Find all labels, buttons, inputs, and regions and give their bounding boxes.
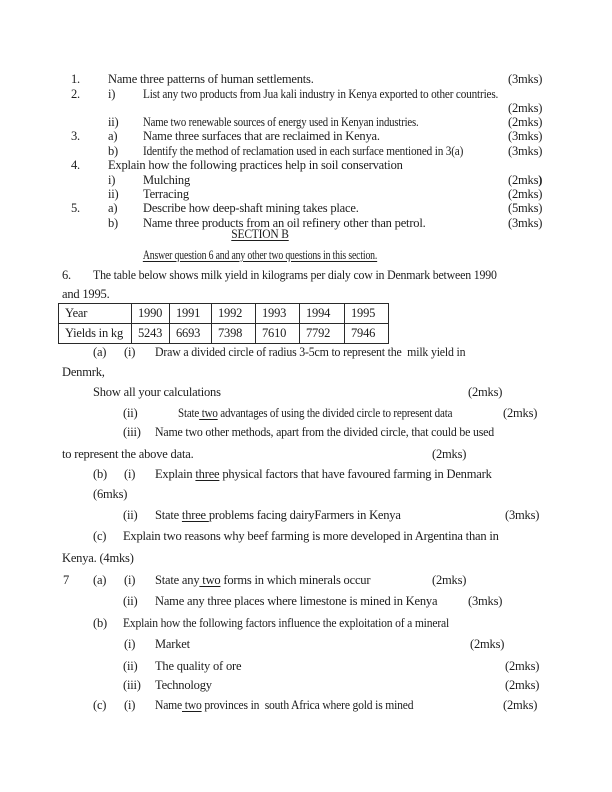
question-number: 7: [63, 573, 70, 587]
question-text: Explain three physical factors that have favoured farming in Denmark: [155, 467, 492, 481]
marks-label: (2mks): [432, 447, 467, 461]
question-text: State two advantages of using the divided circle to represent data: [178, 406, 453, 420]
table-cell: 7792: [300, 324, 345, 344]
question-text: Kenya. (4mks): [62, 551, 134, 565]
item-label: a): [108, 201, 118, 215]
item-label: ii): [108, 187, 119, 201]
question-number: 5.: [71, 201, 80, 215]
exam-line: [0, 617, 612, 631]
item-label: (a): [93, 573, 107, 587]
item-label: (c): [93, 529, 107, 543]
exam-line: [0, 102, 612, 116]
exam-line: [0, 530, 612, 544]
exam-line: [0, 88, 612, 102]
question-number: 2.: [71, 87, 80, 101]
question-number: 6.: [62, 268, 71, 282]
item-label: (ii): [123, 594, 138, 608]
question-text: Name three patterns of human settlements.: [108, 72, 314, 86]
exam-line: [0, 73, 612, 87]
exam-line: [0, 552, 612, 566]
question-text: to represent the above data.: [62, 447, 194, 461]
marks-label: (2mks): [503, 406, 538, 420]
question-text: Identify the method of reclamation used in each surface mentioned in 3(a): [143, 144, 464, 158]
exam-line: [0, 574, 612, 588]
item-label: (i): [124, 467, 136, 481]
question-text: Draw a divided circle of radius 3-5cm to represent the milk yield in: [155, 345, 466, 359]
question-number: 3.: [71, 129, 80, 143]
exam-line: [0, 366, 612, 380]
question-text: Describe how deep-shaft mining takes place.: [143, 201, 359, 215]
marks-label: (2mks): [508, 173, 543, 187]
item-label: a): [108, 129, 118, 143]
item-label: (i): [124, 573, 136, 587]
table-cell: Year: [59, 304, 132, 324]
marks-label: (2mks): [508, 187, 543, 201]
question-text: The table below shows milk yield in kilograms per dialy cow in Denmark between 1990: [93, 268, 497, 282]
exam-line: [0, 159, 612, 173]
question-text: Name two provinces in south Africa where gold is mined: [155, 698, 414, 712]
section-heading: [0, 228, 612, 242]
question-text: Denmrk,: [62, 365, 105, 379]
question-text: State three problems facing dairyFarmers in Kenya: [155, 508, 401, 522]
table-cell: 1993: [256, 304, 300, 324]
exam-line: [0, 269, 612, 283]
section-title: SECTION B: [231, 227, 289, 241]
question-text: Explain how the following factors influence the exploitation of a mineral: [123, 616, 450, 630]
question-text: and 1995.: [62, 287, 110, 301]
marks-label: (2mks): [505, 659, 540, 673]
marks-label: (2mks): [505, 678, 540, 692]
item-label: (b): [93, 467, 107, 481]
exam-line: [0, 202, 612, 216]
exam-line: [0, 174, 612, 188]
table-cell: 1995: [345, 304, 389, 324]
exam-line: [0, 448, 612, 462]
table-cell: 7398: [212, 324, 256, 344]
item-label: (ii): [123, 406, 138, 420]
question-text: Name two other methods, apart from the divided circle, that could be used: [155, 425, 494, 439]
question-text: List any two products from Jua kali industry in Kenya exported to other countries.: [143, 87, 499, 101]
marks-label: (5mks): [508, 201, 543, 215]
exam-line: [0, 638, 612, 652]
table-cell: Yields in kg: [59, 324, 132, 344]
item-label: (c): [93, 698, 107, 712]
item-label: (i): [124, 345, 136, 359]
marks-label: (2mks): [503, 698, 538, 712]
table-cell: 1991: [170, 304, 212, 324]
question-number: 4.: [71, 158, 80, 172]
question-text: Market: [155, 637, 190, 651]
question-text: Name two renewable sources of energy used in Kenyan industries.: [143, 115, 419, 129]
item-label: ii): [108, 115, 119, 129]
item-label: i): [108, 87, 116, 101]
item-label: (ii): [123, 659, 138, 673]
exam-line: [0, 426, 612, 440]
table-cell: 6693: [170, 324, 212, 344]
table-cell: 7946: [345, 324, 389, 344]
question-text: Terracing: [143, 187, 189, 201]
item-label: i): [108, 173, 116, 187]
marks-label: (3mks): [468, 594, 503, 608]
exam-line: [0, 116, 612, 130]
item-label: (ii): [123, 508, 138, 522]
marks-label: (3mks): [508, 144, 543, 158]
exam-line: [0, 145, 612, 159]
exam-line: [0, 595, 612, 609]
table-cell: 1990: [132, 304, 170, 324]
exam-line: [0, 488, 612, 502]
question-text: Technology: [155, 678, 212, 692]
marks-label: (2mks): [470, 637, 505, 651]
marks-label: (2mks): [468, 385, 503, 399]
question-text: Show all your calculations: [93, 385, 221, 399]
table-cell: 1992: [212, 304, 256, 324]
table-row: [59, 324, 389, 344]
item-label: (iii): [123, 425, 141, 439]
instruction-line: [0, 249, 612, 263]
marks-label: (2mks): [508, 115, 543, 129]
exam-line: [0, 288, 612, 302]
question-number: 1.: [71, 72, 80, 86]
exam-line: [0, 188, 612, 202]
question-text: Explain how the following practices help in soil conservation: [108, 158, 403, 172]
item-label: (b): [93, 616, 107, 630]
table-cell: 7610: [256, 324, 300, 344]
marks-label: (2mks): [432, 573, 467, 587]
question-text: State any two forms in which minerals occur: [155, 573, 371, 587]
exam-line: [0, 346, 612, 360]
item-label: b): [108, 144, 119, 158]
item-label: (iii): [123, 678, 141, 692]
item-label: (i): [124, 637, 136, 651]
exam-line: [0, 407, 612, 421]
exam-line: [0, 660, 612, 674]
marks-label: (2mks): [508, 101, 543, 115]
question-text: Explain two reasons why beef farming is more developed in Argentina than in: [123, 529, 499, 543]
exam-line: [0, 679, 612, 693]
exam-line: [0, 468, 612, 482]
exam-line: [0, 130, 612, 144]
marks-label: (3mks): [508, 216, 543, 230]
question-text: Name any three places where limestone is mined in Kenya: [155, 594, 438, 608]
exam-line: [0, 509, 612, 523]
table-cell: 5243: [132, 324, 170, 344]
marks-label: (6mks): [93, 487, 128, 501]
item-label: b): [108, 216, 119, 230]
table-row: [59, 304, 389, 324]
table-cell: 1994: [300, 304, 345, 324]
exam-line: [0, 386, 612, 400]
question-text: Name three products from an oil refinery other than petrol.: [143, 216, 426, 230]
question-text: Mulching: [143, 173, 191, 187]
exam-line: [0, 699, 612, 713]
question-text: Name three surfaces that are reclaimed in Kenya.: [143, 129, 380, 143]
marks-label: (3mks): [505, 508, 540, 522]
marks-label: (3mks): [508, 129, 543, 143]
item-label: (a): [93, 345, 107, 359]
marks-label: (3mks): [508, 72, 543, 86]
instruction-text: Answer question 6 and any other two questions in this section.: [142, 248, 378, 262]
question-text: The quality of ore: [155, 659, 242, 673]
milk-yield-table: [58, 303, 389, 344]
item-label: (i): [124, 698, 136, 712]
